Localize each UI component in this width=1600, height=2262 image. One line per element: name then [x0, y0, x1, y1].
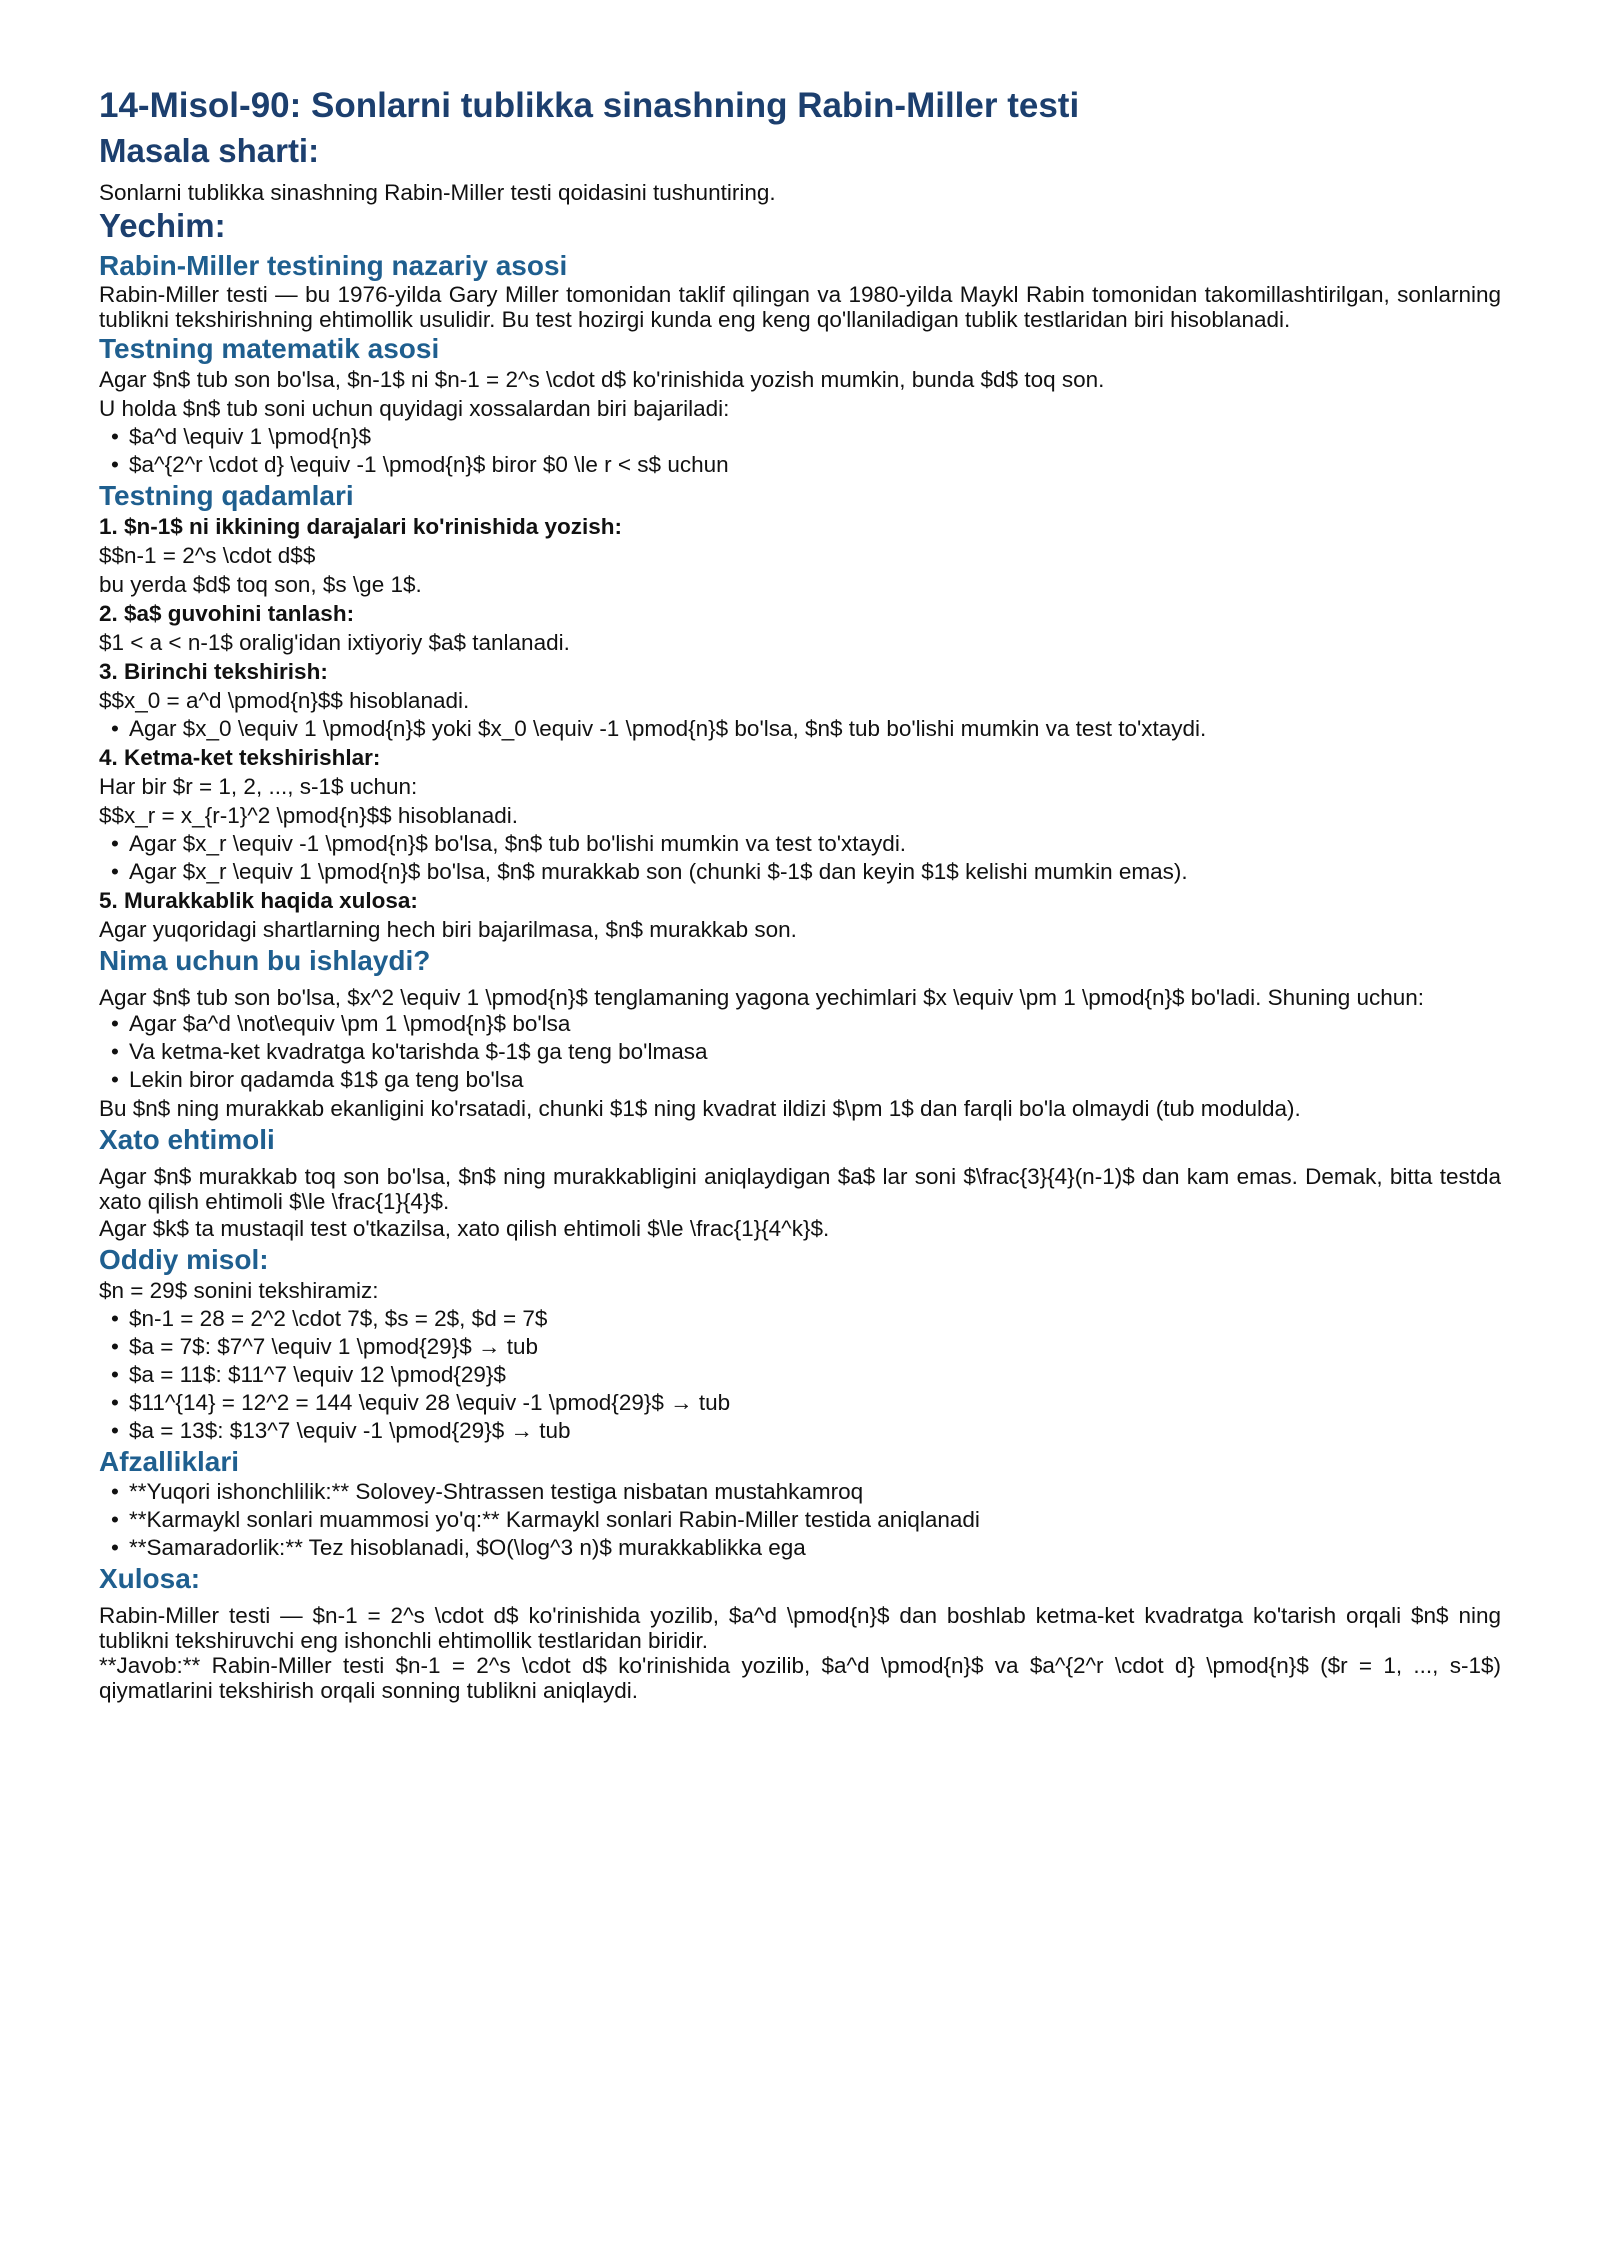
list-item: • $a = 11$: $11^7 \equiv 12 \pmod{29}$: [111, 1361, 1501, 1389]
step-4-formula: $$x_r = x_{r-1}^2 \pmod{n}$$ hisoblanadi.: [99, 803, 518, 828]
list-item: • $a^{2^r \cdot d} \equiv -1 \pmod{n}$ biror $0 \le r < s$ uchun: [111, 451, 1501, 479]
afzal-heading: Afzalliklari: [99, 1446, 240, 1477]
list-item: • **Karmaykl sonlari muammosi yo'q:** Karmaykl sonlari Rabin-Miller testida aniqlanadi: [111, 1506, 1501, 1534]
list-item: • Agar $x_0 \equiv 1 \pmod{n}$ yoki $x_0 \equiv -1 \pmod{n}$ bo'lsa, $n$ tub bo'lishi mumkin va test to'xtaydi.: [111, 715, 1501, 743]
xulosa-heading: Xulosa:: [99, 1563, 201, 1594]
list-item: • $a = 7$: $7^7 \equiv 1 \pmod{29}$ → tub: [111, 1333, 1501, 1361]
step-1-formula: $$n-1 = 2^s \cdot d$$: [99, 543, 316, 568]
document-page: [99, 84, 1501, 1703]
step-4-text: Har bir $r = 1, 2, ..., s-1$ uchun:: [99, 774, 418, 799]
qadamlar-heading: Testning qadamlari: [99, 480, 354, 511]
nima-text: Agar $n$ tub son bo'lsa, $x^2 \equiv 1 \pmod{n}$ tenglamaning yagona yechimlari $x \equiv \pm 1 \pmod{n}$ bo'ladi. Shuning uchun:: [99, 985, 1425, 1010]
nima-conclusion: Bu $n$ ning murakkab ekanligini ko'rsatadi, chunki $1$ ning kvadrat ildizi $\pm 1$ dan farqli bo'la olmaydi (tub modulda).: [99, 1096, 1301, 1121]
nima-list: [99, 1010, 1501, 1094]
step-3-formula: $$x_0 = a^d \pmod{n}$$ hisoblanadi.: [99, 688, 470, 713]
list-item: • Agar $x_r \equiv -1 \pmod{n}$ bo'lsa, $n$ tub bo'lishi mumkin va test to'xtaydi.: [111, 830, 1501, 858]
list-item: • Lekin biror qadamda $1$ ga teng bo'lsa: [111, 1066, 1501, 1094]
step-3-title: 3. Birinchi tekshirish:: [99, 659, 328, 684]
nazariy-text: Rabin-Miller testi — bu 1976-yilda Gary Miller tomonidan taklif qilingan va 1980-yilda Maykl Rabin tomonidan takomillashtirilgan, sonlarning tublikni tekshirishning ehtimollik usulidir. Bu test hozirgi kunda eng keng qo'llaniladigan tublik testlaridan biri hisoblanadi.: [99, 282, 1501, 332]
xato-heading: Xato ehtimoli: [99, 1124, 275, 1155]
list-item: • $a^d \equiv 1 \pmod{n}$: [111, 423, 1501, 451]
step-5-text: Agar yuqoridagi shartlarning hech biri bajarilmasa, $n$ murakkab son.: [99, 917, 797, 942]
step-3-list: [99, 715, 1501, 743]
list-item: • Agar $x_r \equiv 1 \pmod{n}$ bo'lsa, $n$ murakkab son (chunki $-1$ dan keyin $1$ kelishi mumkin emas).: [111, 858, 1501, 886]
javob-text: **Javob:** Rabin-Miller testi $n-1 = 2^s \cdot d$ ko'rinishida yozilib, $a^d \pmod{n}$ va $a^{2^r \cdot d} \pmod{n}$ ($r = 1, ..., s-1$) qiymatlarini tekshirish orqali sonning tublikni aniqlaydi.: [99, 1653, 1501, 1703]
yechim-heading: Yechim:: [99, 207, 226, 244]
list-item: • $11^{14} = 12^2 = 144 \equiv 28 \equiv -1 \pmod{29}$ → tub: [111, 1389, 1501, 1417]
step-4-title: 4. Ketma-ket tekshirishlar:: [99, 745, 381, 770]
step-1-note: bu yerda $d$ toq son, $s \ge 1$.: [99, 572, 422, 597]
step-1-title: 1. $n-1$ ni ikkining darajalari ko'rinishida yozish:: [99, 514, 623, 539]
masala-text: Sonlarni tublikka sinashning Rabin-Miller testi qoidasini tushuntiring.: [99, 180, 776, 205]
list-item: • **Samaradorlik:** Tez hisoblanadi, $O(\log^3 n)$ murakkablikka ega: [111, 1534, 1501, 1562]
afzal-list: [99, 1478, 1501, 1562]
list-item: • $n-1 = 28 = 2^2 \cdot 7$, $s = 2$, $d = 7$: [111, 1305, 1501, 1333]
xato-line-2: Agar $k$ ta mustaqil test o'tkazilsa, xato qilish ehtimoli $\le \frac{1}{4^k}$.: [99, 1216, 830, 1241]
misol-line-1: $n = 29$ sonini tekshiramiz:: [99, 1278, 379, 1303]
misol-heading: Oddiy misol:: [99, 1244, 269, 1275]
list-item: • Agar $a^d \not\equiv \pm 1 \pmod{n}$ bo'lsa: [111, 1010, 1501, 1038]
misol-list: [99, 1305, 1501, 1445]
matematik-line-2: U holda $n$ tub soni uchun quyidagi xossalardan biri bajariladi:: [99, 396, 730, 421]
nima-heading: Nima uchun bu ishlaydi?: [99, 945, 431, 976]
matematik-heading: Testning matematik asosi: [99, 333, 440, 364]
xato-text: Agar $n$ murakkab toq son bo'lsa, $n$ ning murakkabligini aniqlaydigan $a$ lar soni $\frac{3}{4}(n-1)$ dan kam emas. Demak, bitta testda xato qilish ehtimoli $\le \frac{1}{4}$.: [99, 1164, 1501, 1214]
step-5-title: 5. Murakkablik haqida xulosa:: [99, 888, 418, 913]
list-item: • Va ketma-ket kvadratga ko'tarishda $-1$ ga teng bo'lmasa: [111, 1038, 1501, 1066]
step-4-list: [99, 830, 1501, 886]
page-title: 14-Misol-90: Sonlarni tublikka sinashning Rabin-Miller testi: [99, 86, 1080, 125]
list-item: • $a = 13$: $13^7 \equiv -1 \pmod{29}$ → tub: [111, 1417, 1501, 1445]
step-2-title: 2. $a$ guvohini tanlash:: [99, 601, 355, 626]
matematik-line-1: Agar $n$ tub son bo'lsa, $n-1$ ni $n-1 = 2^s \cdot d$ ko'rinishida yozish mumkin, bunda $d$ toq son.: [99, 367, 1105, 392]
masala-heading: Masala sharti:: [99, 132, 320, 169]
matematik-list: [99, 423, 1501, 479]
step-2-text: $1 < a < n-1$ oralig'idan ixtiyoriy $a$ tanlanadi.: [99, 630, 570, 655]
list-item: • **Yuqori ishonchlilik:** Solovey-Shtrassen testiga nisbatan mustahkamroq: [111, 1478, 1501, 1506]
xulosa-text: Rabin-Miller testi — $n-1 = 2^s \cdot d$ ko'rinishida yozilib, $a^d \pmod{n}$ dan boshlab ketma-ket kvadratga ko'tarish orqali $n$ ning tublikni tekshiruvchi eng ishonchli ehtimollik testlaridan biridir.: [99, 1603, 1501, 1653]
nazariy-heading: Rabin-Miller testining nazariy asosi: [99, 250, 568, 281]
